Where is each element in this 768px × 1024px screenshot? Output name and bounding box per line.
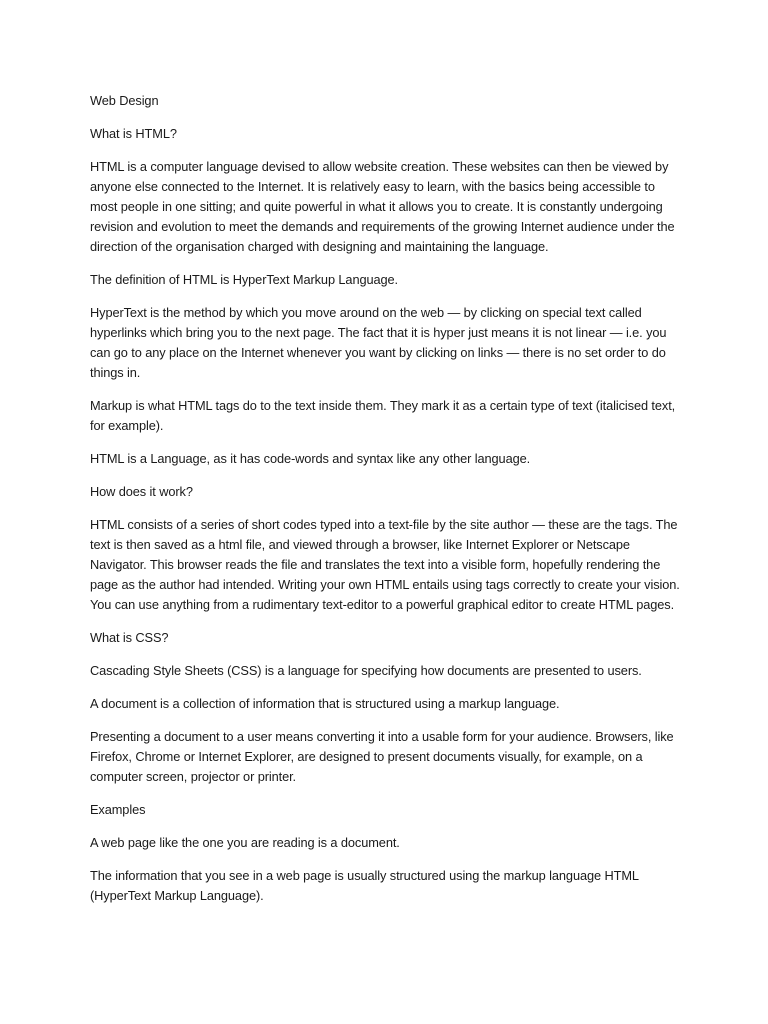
section-heading-what-is-html: What is HTML? xyxy=(90,126,177,141)
section-heading-how-does-it-work: How does it work? xyxy=(90,484,193,499)
paragraph-html-intro: HTML is a computer language devised to allow website creation. These websites can then be viewed by anyone else connected to the Internet. It is relatively easy to learn, with the basics being accessible to most people in one sitting; and quite powerful in what it allows you to create. It is constantly undergoing revision and evolution to meet the demands and requirements of the growing Internet audience under the direction of the organisation charged with designing and maintaining the language. xyxy=(90,159,675,254)
paragraph-hypertext: HyperText is the method by which you move around on the web — by clicking on special text called hyperlinks which bring you to the next page. The fact that it is hyper just means it is not linear — i.e. you can go to any place on the Internet whenever you want by clicking on links — there is no set order to do things in. xyxy=(90,305,667,380)
paragraph-css-definition: Cascading Style Sheets (CSS) is a language for specifying how documents are presented to users. xyxy=(90,663,642,678)
paragraph-document-definition: A document is a collection of information that is structured using a markup language. xyxy=(90,696,560,711)
section-heading-what-is-css: What is CSS? xyxy=(90,630,169,645)
paragraph-html-tags: HTML consists of a series of short codes typed into a text-file by the site author — these are the tags. The text is then saved as a html file, and viewed through a browser, like Internet Explorer or Netscape Navigator. This browser reads the file and translates the text into a visible form, hopefully rendering the page as the author had intended. Writing your own HTML entails using tags correctly to create your vision. You can use anything from a rudimentary text-editor to a powerful graphical editor to create HTML pages. xyxy=(90,517,680,612)
document-title: Web Design xyxy=(90,93,159,108)
paragraph-language: HTML is a Language, as it has code-words and syntax like any other language. xyxy=(90,451,531,466)
paragraph-html-structure: The information that you see in a web page is usually structured using the markup language HTML (HyperText Markup Language). xyxy=(90,868,639,903)
document-page xyxy=(90,91,680,919)
paragraph-markup: Markup is what HTML tags do to the text inside them. They mark it as a certain type of text (italicised text, for example). xyxy=(90,398,676,433)
paragraph-presenting-document: Presenting a document to a user means converting it into a usable form for your audience. Browsers, like Firefox, Chrome or Internet Explorer, are designed to present documents visually, for example, on a computer screen, projector or printer. xyxy=(90,729,674,784)
paragraph-web-page-document: A web page like the one you are reading is a document. xyxy=(90,835,400,850)
paragraph-html-definition: The definition of HTML is HyperText Markup Language. xyxy=(90,272,399,287)
section-heading-examples: Examples xyxy=(90,802,146,817)
